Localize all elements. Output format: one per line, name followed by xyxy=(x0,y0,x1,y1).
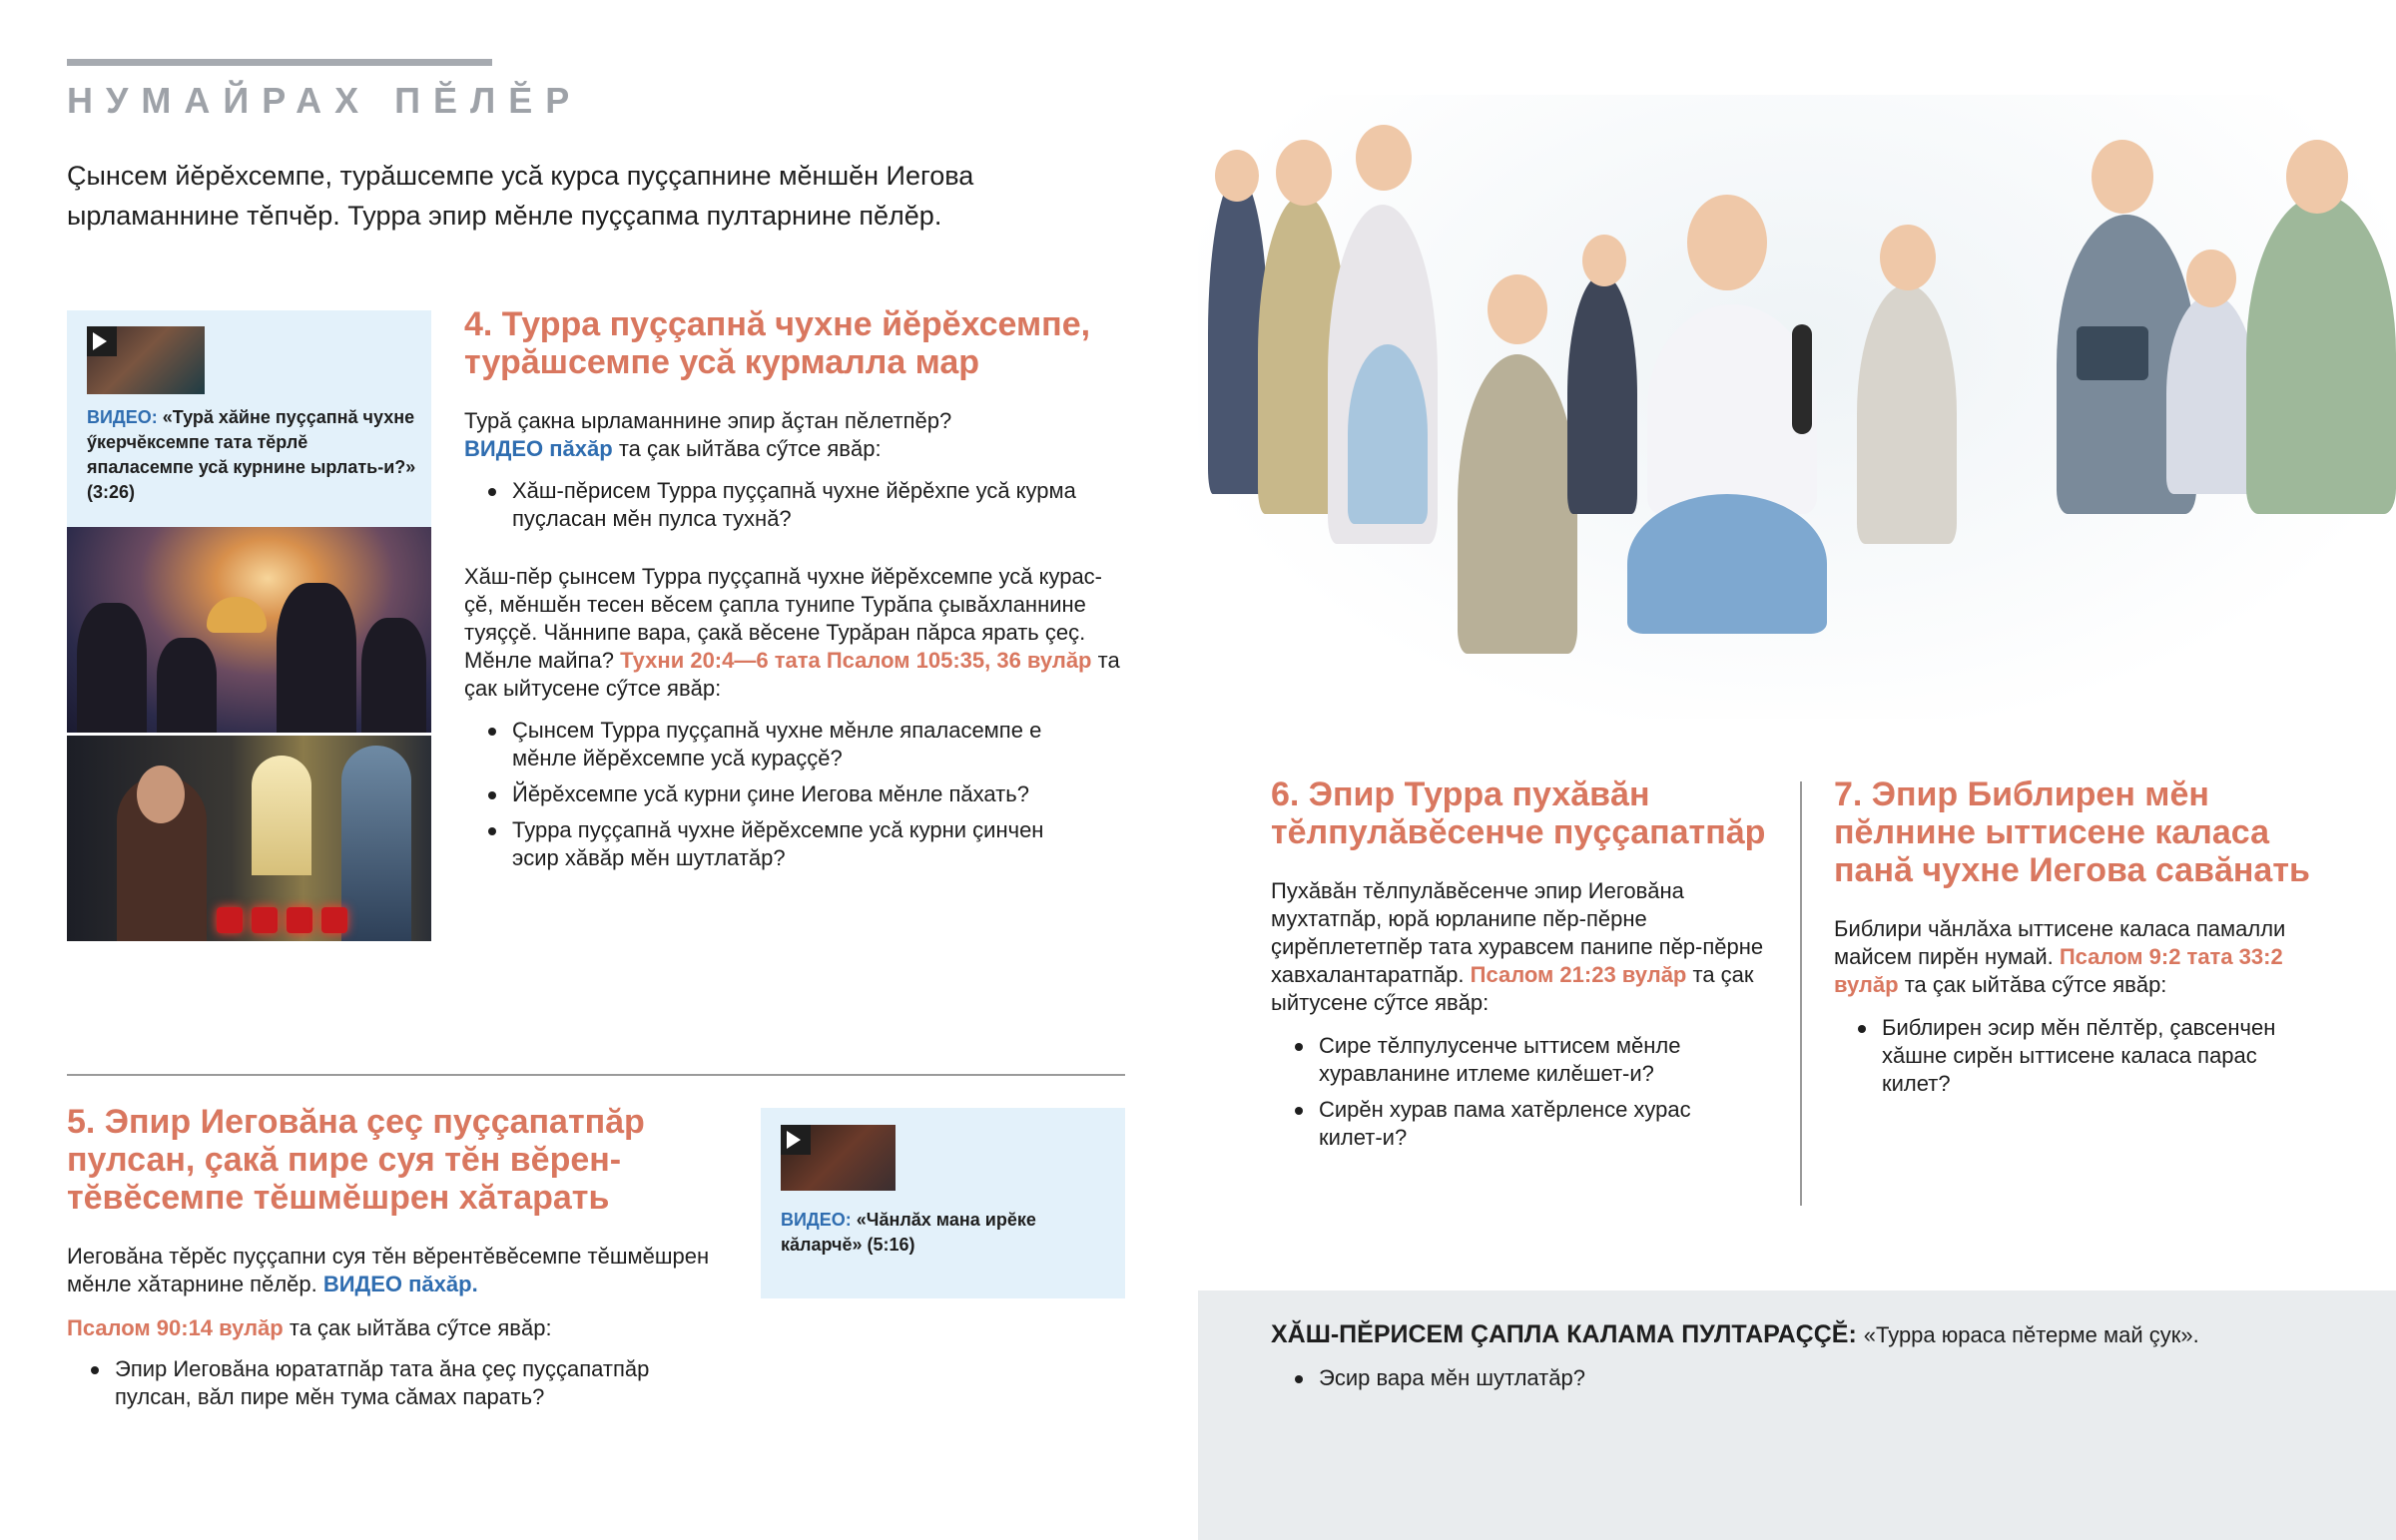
section-6-title: 6. Эпир Турра пухăвăн тĕлпулăвĕсенче пуççапатпăр xyxy=(1271,775,1766,851)
list-item: Йĕрĕхсемпе усă курни çине Иегова мĕнле пăхать? xyxy=(464,780,1083,808)
illustration-candles-statue xyxy=(67,736,431,941)
list-item: Турра пуççапнă чухне йĕрĕхсемпе усă курни çинчен эсир хăвăр мĕн шутлатăр? xyxy=(464,816,1083,872)
scripture-link[interactable]: Псалом 21:23 вулăр xyxy=(1470,962,1687,987)
list-item: Библирен эсир мĕн пĕлтĕр, çавсенчен хăшне сирĕн ыттисене каласа парас килет? xyxy=(1834,1014,2303,1098)
person-figure xyxy=(1567,274,1637,514)
figure-silhouette xyxy=(361,618,426,733)
section-5-bullets xyxy=(67,1355,706,1419)
tablet-icon xyxy=(2077,326,2148,380)
page-title: НУМАЙРАХ ПĔЛĔР xyxy=(67,80,583,121)
section-7-title: 7. Эпир Библирен мĕн пĕлнине ыттисене каласа панă чухне Иегова савăнать xyxy=(1834,775,2310,889)
candle-icon xyxy=(287,907,312,933)
man-head xyxy=(137,766,185,823)
section-7-paragraph: Библири чăнлăха ыттисене каласа памалли майсем пирĕн нумай. Псалом 9:2 тата 33:2 вулăр та çак ыйтăва сӳтсе явăр: xyxy=(1834,916,2286,997)
illustration-congregation xyxy=(1198,95,2396,719)
candle-icon xyxy=(217,907,243,933)
video-link[interactable]: ВИДЕО пăхăр. xyxy=(322,1272,478,1296)
illustration-golden-calf xyxy=(67,527,431,733)
list-item: Хăш-пĕрисем Турра пуççапнă чухне йĕрĕхпе усă курма пуçласан мĕн пулса тухнă? xyxy=(464,477,1123,533)
face xyxy=(1356,125,1412,191)
section-6-paragraph: Пухăвăн тĕлпулăвĕсенче эпир Иеговăна мухтатпăр, юрă юрланипе пĕр-пĕрне çирĕплететпĕр тата хуравсем панипе пĕр-пĕрне хавхалантаратпăр. Псалом 21:23 вулăр та çак ыйтусене сӳтсе явăр: xyxy=(1271,878,1764,1015)
section-5-paragraph-1: Иеговăна тĕрĕс пуççапни суя тĕн вĕрентĕвĕсемпе тĕшмĕшрен мĕнле хăтарнине пĕлĕр. ВИДЕО пăхăр. xyxy=(67,1244,710,1296)
face xyxy=(2286,140,2348,214)
figure-silhouette xyxy=(77,603,147,733)
face xyxy=(1488,274,1547,344)
candle-icon xyxy=(321,907,347,933)
video-thumbnail[interactable] xyxy=(87,326,205,394)
video-box-5[interactable] xyxy=(761,1108,1125,1298)
candle-icon xyxy=(252,907,278,933)
person-figure xyxy=(2166,294,2256,494)
intro-paragraph: Çынсем йĕрĕхсемпе, турăшсемпе усă курса пуççапнине мĕншĕн Иегова ырламаннине тĕпчĕр. Турра эпир мĕнле пуççапма пултарнине пĕлĕр. xyxy=(67,161,974,231)
column-divider xyxy=(1800,781,1802,1206)
statue-figure xyxy=(341,746,411,941)
list-item: Çынсем Турра пуççапнă чухне мĕнле япаласемпе е мĕнле йĕрĕхсемпе усă кураççĕ? xyxy=(464,717,1083,772)
section-4-paragraph-2: Хăш-пĕр çынсем Турра пуççапнă чухне йĕрĕхсемпе усă курас-çĕ, мĕншĕн тесен вĕсем çапла тунипе Турăпа çывăхланнине туяççĕ. Чăннипе вара, çакă вĕсене Турăран пăрса ярать çеç. Мĕнле майпа? Тухни 20:4—6 тата Псалом 105:35, 36 вулăр та çак ыйтусене сӳтсе явăр: xyxy=(464,564,1120,701)
person-figure xyxy=(1857,284,1957,544)
face xyxy=(1582,235,1626,286)
play-icon xyxy=(787,1131,801,1149)
discussion-bullets xyxy=(1271,1364,2169,1400)
section-5-title: 5. Эпир Иеговăна çеç пуççапатпăр пулсан, çакă пире суя тĕн вĕрен-тĕвĕсемпе тĕшмĕшрен хăтарать xyxy=(67,1103,645,1217)
video-label: ВИДЕО: xyxy=(781,1210,852,1230)
window-light xyxy=(252,756,311,875)
list-item: Сире тĕлпулусенче ыттисем мĕнле хуравланине итлеме килĕшет-и? xyxy=(1271,1032,1740,1088)
face xyxy=(2092,140,2153,214)
figure-silhouette xyxy=(157,638,217,733)
video-thumbnail[interactable] xyxy=(781,1125,896,1191)
person-figure xyxy=(2246,195,2396,514)
discussion-heading: ХĂШ-ПĔРИСЕМ ÇАПЛА КАЛАМА ПУЛТАРАÇÇĔ: xyxy=(1271,1320,1857,1348)
section-4-bullets-2 xyxy=(464,717,1083,880)
video-title[interactable]: «Турă хăйне пуççапнă чухне ӳкерчĕксемпе тата тĕрлĕ япаласемпе усă курнине ырлать-и?» (3:26) xyxy=(87,407,416,502)
list-item: Сирĕн хурав пама хатĕрленсе хурас килет-и? xyxy=(1271,1096,1740,1152)
section-5-paragraph-2: Псалом 90:14 вулăр та çак ыйтăва сӳтсе явăр: xyxy=(67,1315,552,1340)
scripture-link[interactable]: Псалом 90:14 вулăр xyxy=(67,1315,284,1340)
section-4-title: 4. Турра пуççапнă чухне йĕрĕхсемпе, турăшсемпе усă курмалла мар xyxy=(464,305,1091,381)
play-icon xyxy=(93,332,107,350)
list-item: Эпир Иеговăна юрататпăр тата ăна çеç пуççапатпăр пулсан, вăл пире мĕн тума сăмах парать? xyxy=(67,1355,706,1411)
face xyxy=(2186,250,2236,307)
speaker-skirt xyxy=(1627,494,1827,634)
golden-calf-shape xyxy=(207,597,267,633)
microphone-icon xyxy=(1792,324,1812,434)
face xyxy=(1687,195,1767,290)
face xyxy=(1215,150,1259,202)
person-figure xyxy=(1458,354,1577,654)
video-title[interactable]: «Чăнлăх мана ирĕке кăларчĕ» (5:16) xyxy=(781,1210,1036,1255)
scripture-link[interactable]: Тухни 20:4—6 тата Псалом 105:35, 36 вулăр xyxy=(620,648,1092,673)
discussion-quote: «Турра юраса пĕтерме май çук». xyxy=(1863,1322,2199,1347)
figure-silhouette xyxy=(277,583,356,733)
section-7-bullets xyxy=(1834,1014,2303,1106)
video-label: ВИДЕО: xyxy=(87,407,158,427)
person-figure xyxy=(1348,344,1428,524)
video-caption xyxy=(87,405,416,505)
discussion-title xyxy=(1271,1318,2349,1351)
face xyxy=(1880,225,1936,290)
section-4-bullets-1 xyxy=(464,477,1123,541)
divider xyxy=(67,1074,1125,1076)
section-4-paragraph-1: Турă çакна ырламаннине эпир ăçтан пĕлетпĕр? ВИДЕО пăхăр та çак ыйтăва сӳтсе явăр: xyxy=(464,408,952,461)
face xyxy=(1276,140,1332,206)
video-box-4[interactable] xyxy=(67,310,431,528)
video-caption xyxy=(781,1208,1110,1258)
video-link[interactable]: ВИДЕО пăхăр xyxy=(464,436,613,461)
header-rule xyxy=(67,59,492,66)
scripture-link[interactable]: Псалом 9:2 тата 33:2 вулăр xyxy=(1834,944,2283,997)
section-6-bullets xyxy=(1271,1032,1740,1160)
list-item: Эсир вара мĕн шутлатăр? xyxy=(1271,1364,2169,1392)
